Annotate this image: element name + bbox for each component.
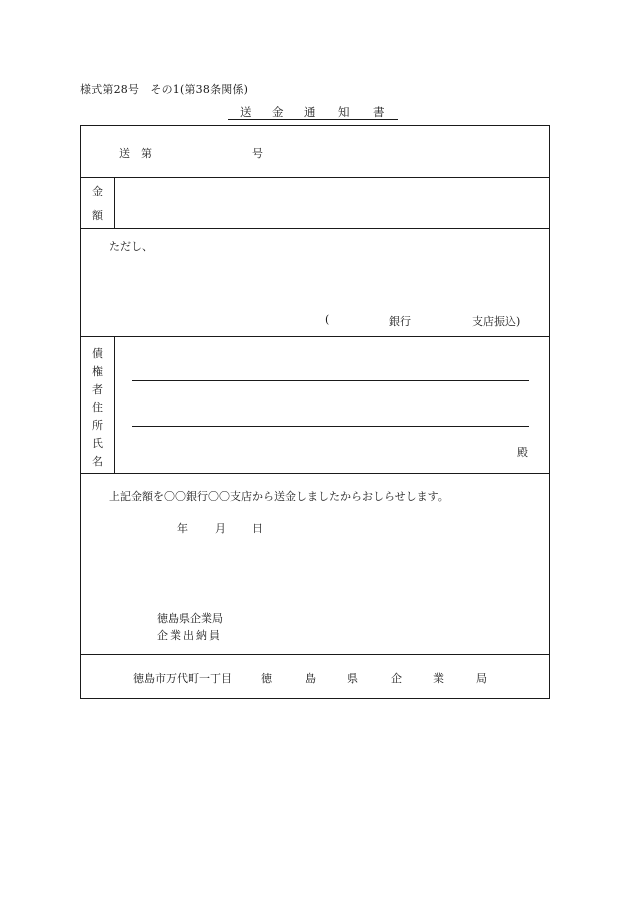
creditor-label-char: 所 <box>92 419 103 432</box>
note-paren: ( <box>325 313 330 326</box>
document-title <box>228 102 398 120</box>
address-line <box>132 380 529 381</box>
notice-message: 上記金額を〇〇銀行〇〇支店から送金しましたからおしらせします。 <box>109 490 449 503</box>
footer-org-char: 島 <box>305 672 316 685</box>
form-table <box>80 125 550 699</box>
footer-org-char: 業 <box>433 672 444 685</box>
footer-org-char: 県 <box>347 672 358 685</box>
row-divider <box>81 473 549 474</box>
form-number: 様式第28号 その1(第38条関係) <box>80 83 249 96</box>
footer-address: 徳島市万代町一丁目 <box>133 672 232 685</box>
date-year: 年 <box>177 522 188 535</box>
title-char: 通 <box>304 105 316 119</box>
title-char: 金 <box>272 105 284 119</box>
name-line <box>132 426 529 427</box>
creditor-label-char: 名 <box>92 455 103 468</box>
label-divider <box>114 336 115 473</box>
honorific: 殿 <box>517 446 528 459</box>
creditor-label-char: 債 <box>92 347 103 360</box>
note-text: ただし、 <box>109 240 153 253</box>
title-char: 送 <box>240 105 252 119</box>
creditor-label-char: 者 <box>92 383 103 396</box>
creditor-label-char: 氏 <box>92 437 103 450</box>
issuer-org: 徳島県企業局 <box>157 612 223 625</box>
number-suffix: 号 <box>252 147 263 160</box>
row-divider <box>81 336 549 337</box>
title-char: 書 <box>373 105 385 119</box>
creditor-label-char: 権 <box>92 365 103 378</box>
date-month: 月 <box>215 522 226 535</box>
title-char: 知 <box>338 105 350 119</box>
row-divider <box>81 228 549 229</box>
amount-label-char: 金 <box>92 185 103 198</box>
row-divider <box>81 654 549 655</box>
date-day: 日 <box>252 522 263 535</box>
number-prefix: 送 第 <box>119 147 152 160</box>
creditor-label-char: 住 <box>92 401 103 414</box>
footer-org-char: 局 <box>476 672 487 685</box>
note-bank: 銀行 <box>389 315 411 328</box>
footer-org-char: 企 <box>391 672 402 685</box>
amount-label-char: 額 <box>92 209 103 222</box>
footer-org-char: 徳 <box>261 672 272 685</box>
label-divider <box>114 177 115 228</box>
note-branch: 支店振込) <box>472 315 521 328</box>
issuer-title: 企業出納員 <box>157 629 222 642</box>
row-divider <box>81 177 549 178</box>
